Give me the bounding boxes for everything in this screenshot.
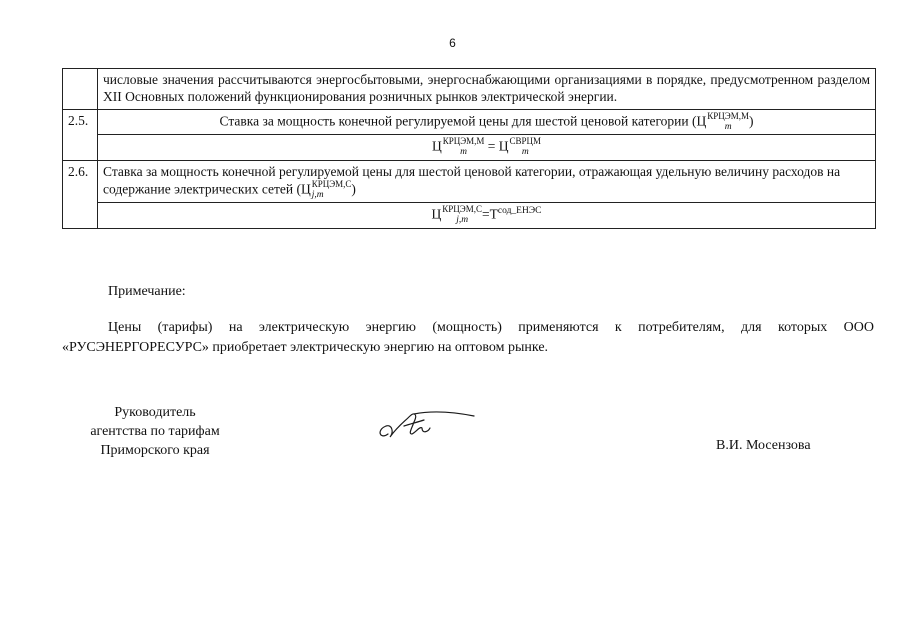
signer-position: Руководитель агентства по тарифам Приморского края [90,405,220,458]
title-text: Ставка за мощность конечной регулируемой цены для шестой ценовой категории (Ц [219,113,707,129]
row-title: Ставка за мощность конечной регулируемой цены для шестой ценовой категории, отражающая удельную величину расходов на содержание электрических сетей (Ц КРЦЭМ,С j,m ) [98,160,876,202]
signer-name: В.И. Мосензова [716,438,811,453]
title-index: КРЦЭМ,С j,m [311,178,352,200]
formula: Ц КРЦЭМ,М m = Ц СВРЦМ m [98,135,876,161]
table-row [63,160,876,202]
title-index: КРЦЭМ,М m [707,110,749,132]
tariff-table [62,68,876,229]
row-number: 2.6. [63,160,98,228]
table-row [63,109,876,135]
table-row [63,135,876,161]
title-text: Ставка за мощность конечной регулируемой цены для шестой ценовой категории, отражающая удельную величину расходов на содержание электрических сетей (Ц [103,163,841,196]
note-text: Цены (тарифы) на электрическую энергию (мощность) применяются к потребителям, для которых ООО «РУСЭНЕРГОРЕСУРС» приобретает электрическую энергию на оптовом рынке. [62,320,874,356]
page-number: 6 [449,36,456,50]
handwritten-signature [374,404,484,448]
row-title: Ставка за мощность конечной регулируемой цены для шестой ценовой категории (Ц КРЦЭМ,М m ) [98,109,876,135]
row-number-cell [63,69,98,110]
row-number: 2.5. [63,109,98,160]
row-text: числовые значения рассчитываются энергосбытовыми, энергоснабжающими организациями в порядке, предусмотренном разделом XII Основных положений функционирования розничных рынков электрической энергии. [98,69,876,110]
formula: Ц КРЦЭМ,С j,m $=Т^{сод\_ЕНЭС}$ [98,203,876,229]
table-row [63,69,876,110]
table-row [63,203,876,229]
note-title: Примечание: [108,284,186,299]
